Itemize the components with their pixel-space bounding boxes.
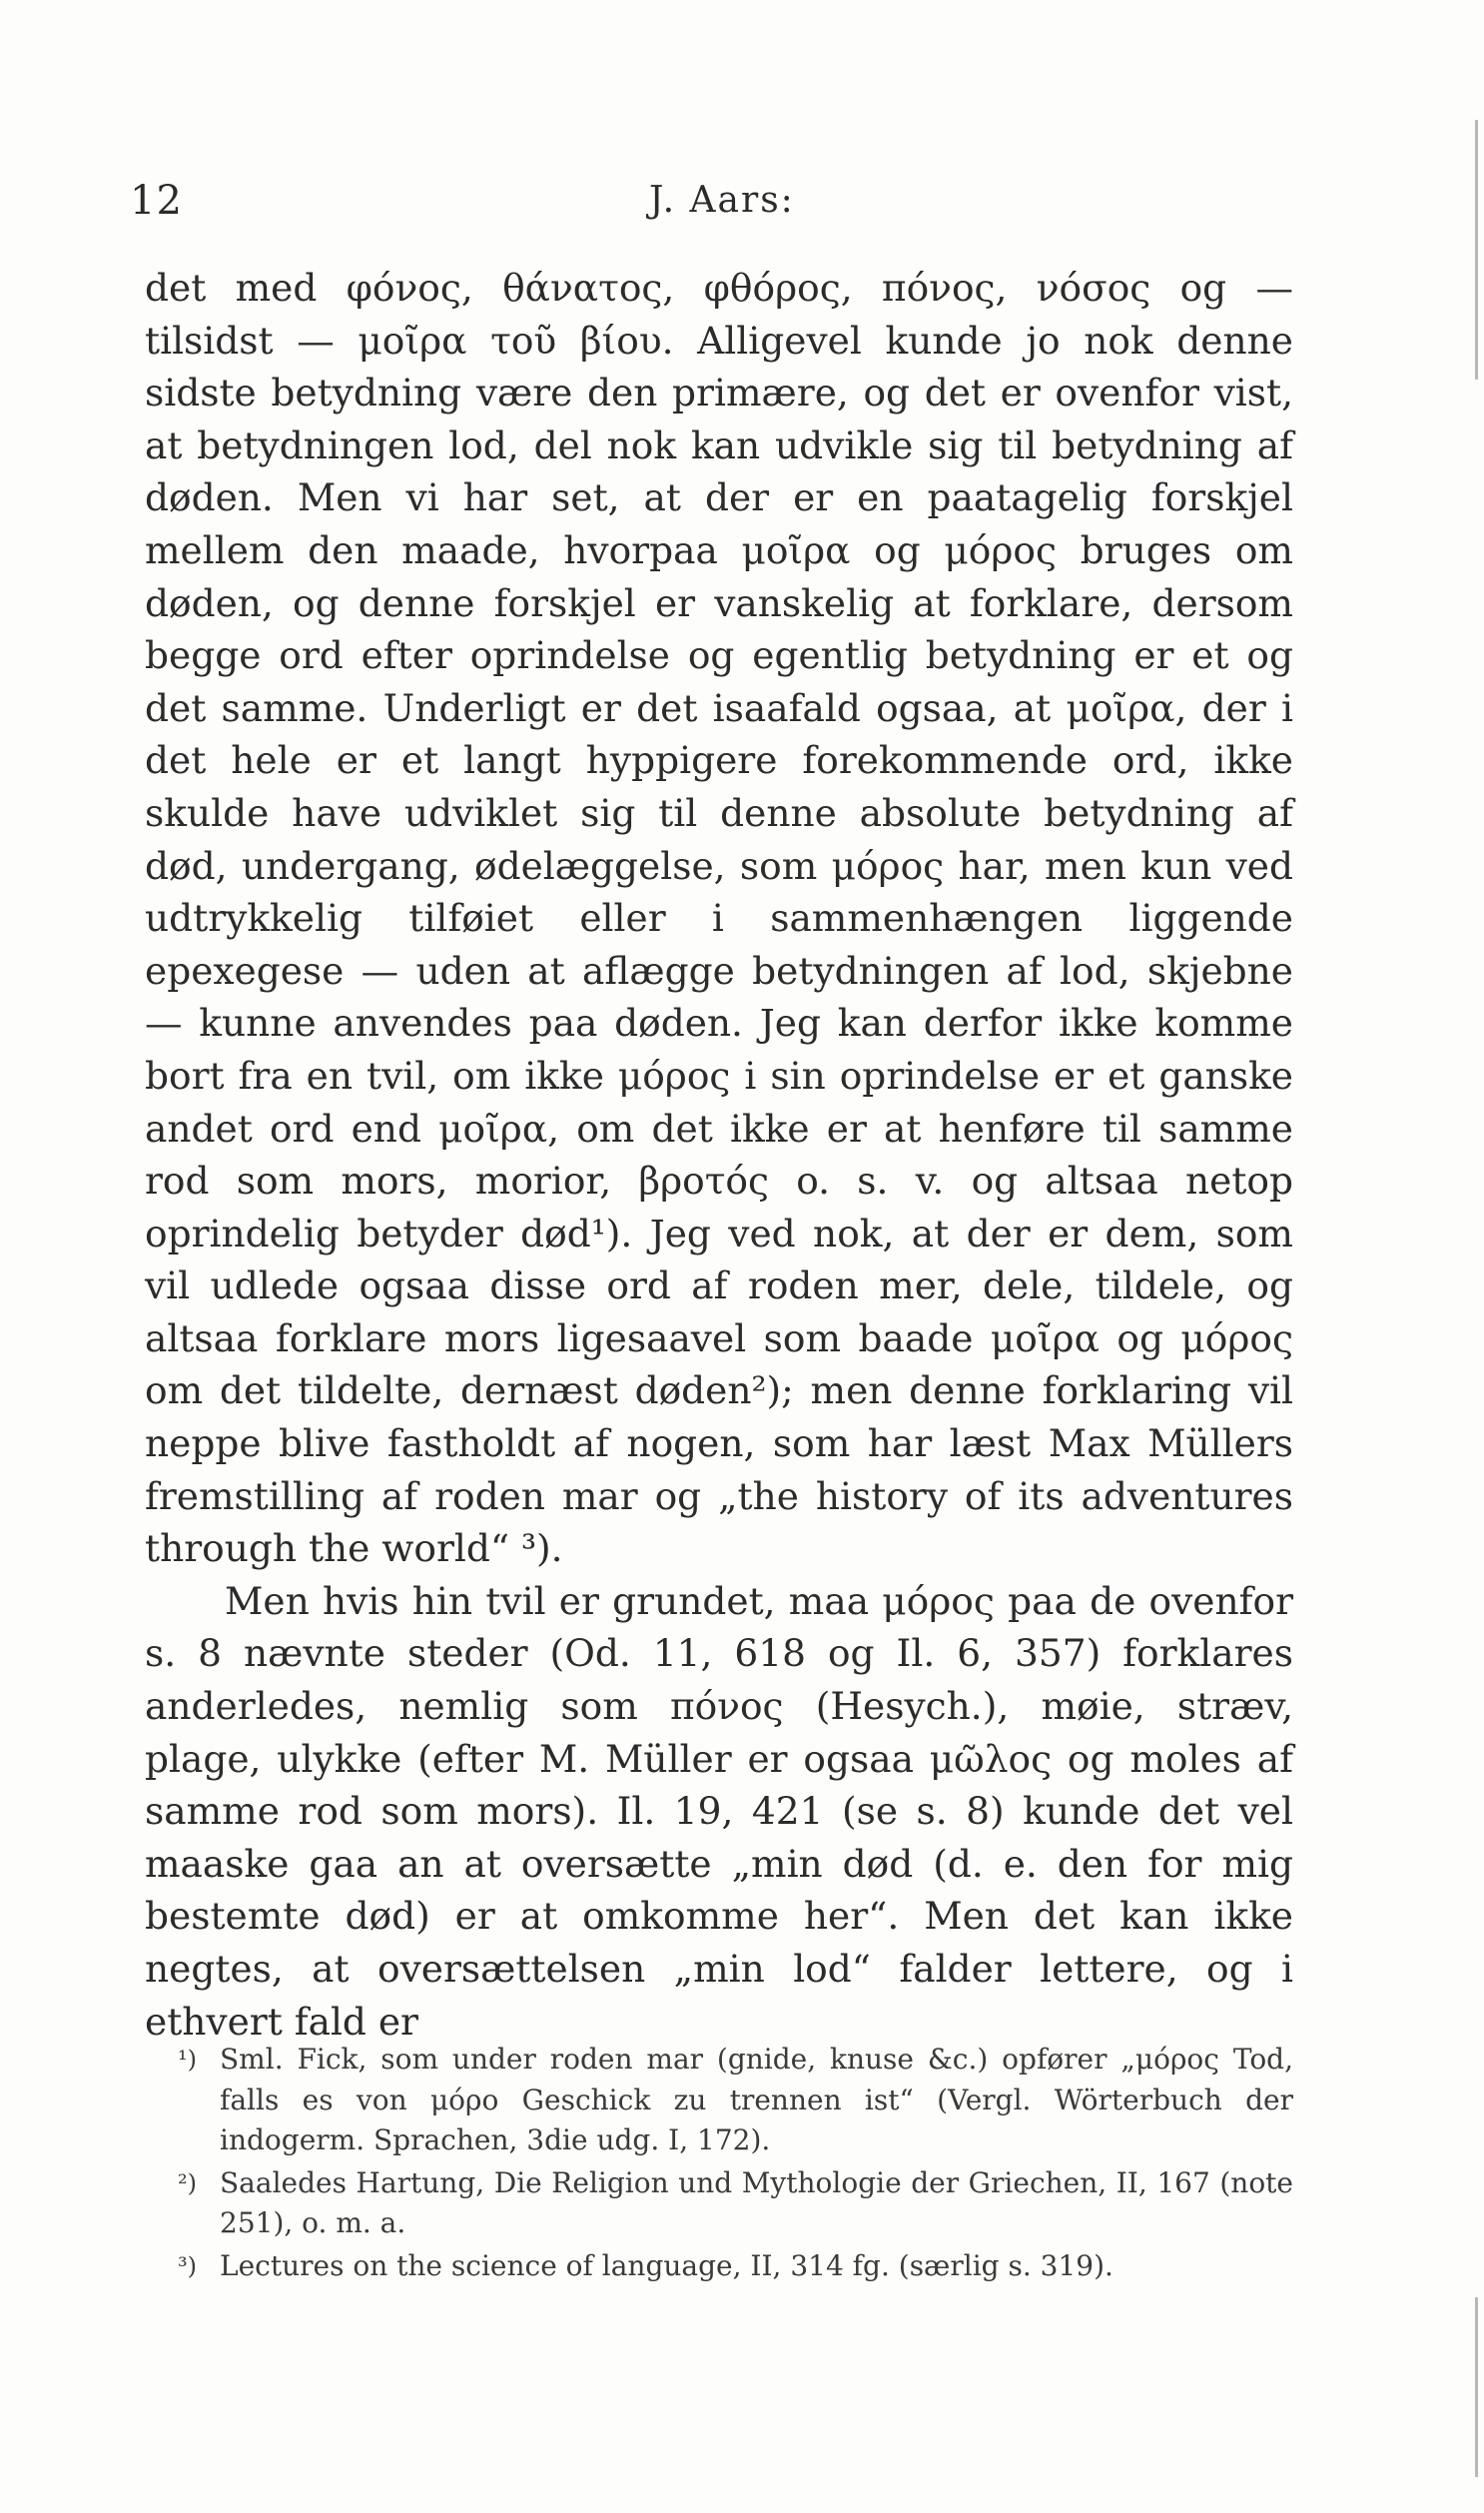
running-head: J. Aars: (649, 180, 795, 221)
footnotes (180, 2040, 1293, 2288)
paragraph-2: Men hvis hin tvil er grundet, maa μόρος paa de ovenfor s. 8 nævnte steder (Od. 11, 618 og Il. 6, 357) forklares anderledes, nemlig som πόνος (Hesych.), møie, stræv, plage, ulykke (efter M. Müller er ogsaa μῶλος og moles af samme rod som mors). Il. 19, 421 (se s. 8) kunde det vel maaske gaa an at oversætte „min død (d. e. den for mig bestemte død) er at omkomme her“. Men det kan ikke negtes, at oversættelsen „min lod“ falder lettere, og i ethvert fald er (145, 1578, 1293, 2044)
footnote-3 (180, 2246, 1293, 2287)
footnote-mark: ²) (178, 2168, 197, 2197)
footnote-1 (180, 2040, 1293, 2161)
page-number: 12 (130, 178, 183, 224)
footnote-text: Saaledes Hartung, Die Religion und Mythologie der Griechen, II, 167 (note 251), o. m. a. (220, 2165, 1293, 2239)
footnote-text: Lectures on the science of language, II, 314 fg. (særlig s. 319). (220, 2248, 1113, 2282)
footnote-mark: ¹) (178, 2046, 197, 2074)
footnote-2 (180, 2163, 1293, 2244)
page-edge-shadow (1475, 2297, 1478, 2477)
paragraph-1: det med φόνος, θάνατος, φθόρος, πόνος, νόσος og — tilsidst — μοῖρα τοῦ βίου. Alligevel kunde jo nok denne sidste betydning være den primære, og det er ovenfor vist, at betydningen lod, del nok kan udvikle sig til betydning af døden. Men vi har set, at der er en paatagelig forskjel mellem den maade, hvorpaa μοῖρα og μόρος bruges om døden, og denne forskjel er vanskelig at forklare, dersom begge ord efter oprindelse og egentlig betydning er et og det samme. Underligt er det isaafald ogsaa, at μοῖρα, der i det hele er et langt hyppigere forekommende ord, ikke skulde have udviklet sig til denne absolute betydning af død, undergang, ødelæggelse, som μόρος har, men kun ved udtrykkelig tilføiet eller i sammenhængen liggende epexegese — uden at aflægge betydningen af lod, skjebne — kunne anvendes paa døden. Jeg kan derfor ikke komme bort fra en tvil, om ikke μόρος i sin oprindelse er et ganske andet ord end μοῖρα, om det ikke er at henføre til samme rod som mors, morior, βροτός o. s. v. og altsaa netop oprindelig betyder død¹). Jeg ved nok, at der er dem, som vil udlede ogsaa disse ord af roden mer, dele, tildele, og altsaa forklare mors ligesaavel som baade μοῖρα og μόρος om det tildelte, dernæst døden²); men denne forklaring vil neppe blive fastholdt af nogen, som har læst Max Müllers fremstilling af roden mar og „the history of its adventures through the world“ ³). (145, 266, 1293, 1571)
page-header (130, 178, 1338, 238)
footnote-mark: ³) (178, 2251, 197, 2280)
footnote-text: Sml. Fick, som under roden mar (gnide, knuse &c.) opfører „μόρος Tod, falls es von μόρο Geschick zu trennen ist“ (Vergl. Wörterbuch der indogerm. Sprachen, 3die udg. I, 172). (220, 2043, 1293, 2156)
body-text (145, 262, 1293, 2048)
page-edge-shadow (1475, 120, 1478, 380)
